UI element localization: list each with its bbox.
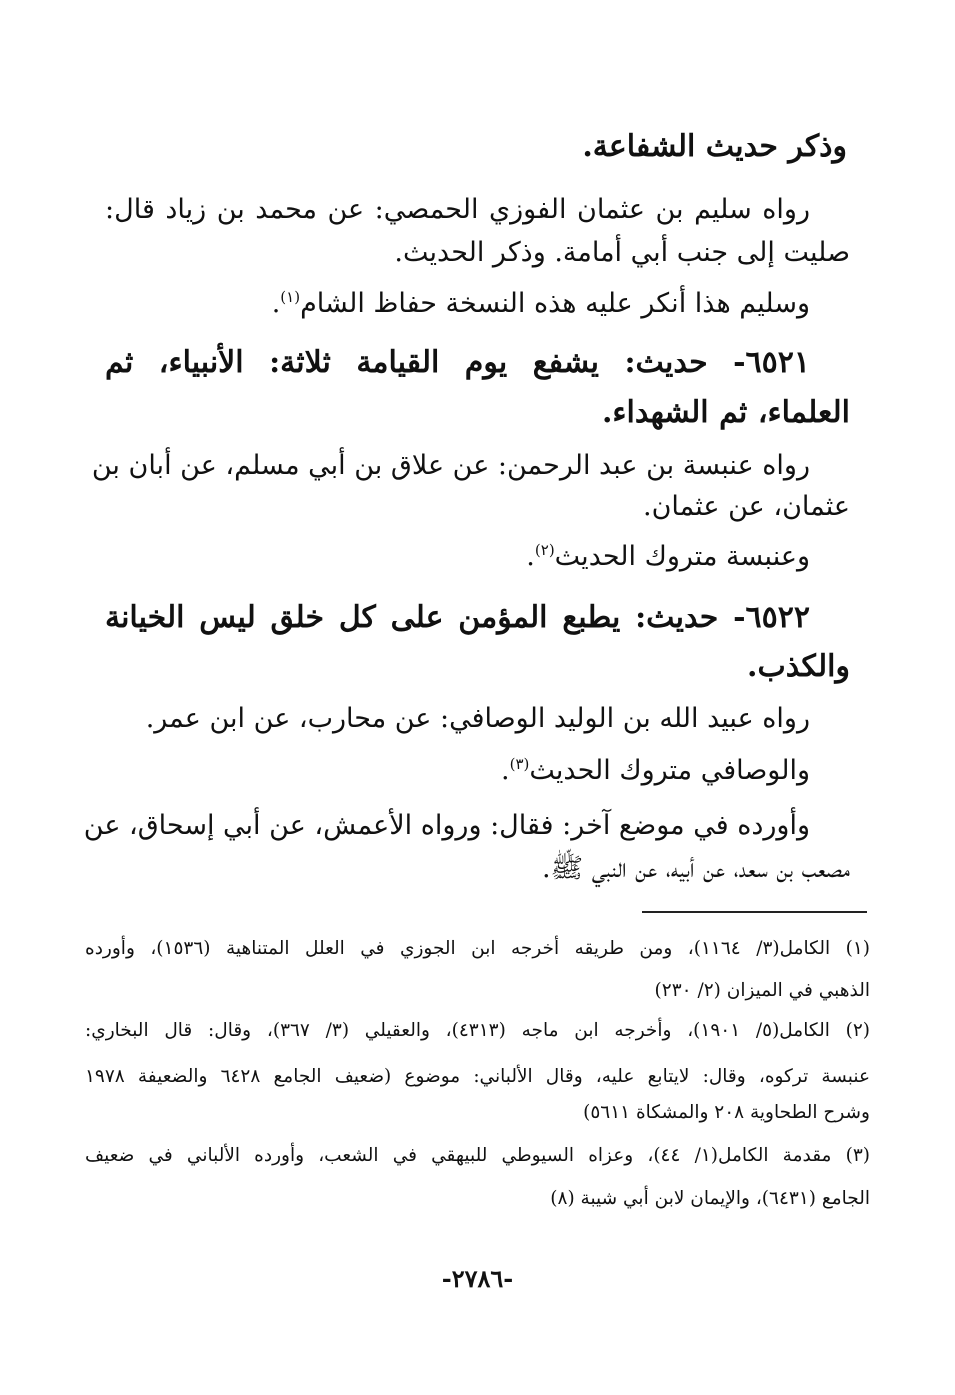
paragraph-line: رواه عبيد الله بن الوليد الوصافي: عن محارب، عن ابن عمر. bbox=[145, 703, 810, 734]
footnote-line: وشرح الطحاوية ٢٠٨ والمشكاة ٥٦١١) bbox=[583, 1102, 870, 1123]
paragraph-line: وسليم هذا أنكر عليه هذه النسخة حفاظ الشام$^{(١)}$. bbox=[271, 288, 810, 319]
footnote-ref[interactable]: (٣) bbox=[509, 755, 530, 773]
footnote-ref[interactable]: (١) bbox=[280, 288, 301, 306]
footnote-line: (٢) الكامل(٥/ ١٩٠١)، وأخرجه ابن ماجه (٤٣١٣)، والعقيلي (٣/ ٣٦٧)، وقال: قال البخاري: bbox=[85, 1020, 870, 1041]
hadith-title-line: ٦٥٢١- حديث: يشفع يوم القيامة ثلاثة: الأنبياء، ثم bbox=[105, 345, 810, 380]
paragraph-line: رواه سليم بن عثمان الفوزي الحمصي: عن محمد بن زياد قال: bbox=[105, 194, 810, 225]
paragraph-line: والوصافي متروك الحديث$^{(٣)}$. bbox=[501, 755, 810, 786]
paragraph-line: وعنبسة متروك الحديث$^{(٢)}$. bbox=[526, 541, 810, 572]
footnote-separator bbox=[642, 911, 867, 913]
paragraph-line: رواه عنبسة بن عبد الرحمن: عن علاق بن أبي مسلم، عن أبان بن bbox=[91, 450, 810, 481]
paragraph-line: صليت إلى جنب أبي أمامة. وذكر الحديث. bbox=[394, 237, 850, 268]
hadith-title-line: والكذب. bbox=[747, 649, 850, 684]
footnote-line: عنبسة تركوه، وقال: لايتابع عليه، وقال الألباني: موضوع (ضعيف الجامع ٦٤٢٨ والضعيفة ١٩٧٨ bbox=[85, 1066, 870, 1087]
paragraph-line: مصعب بن سعد، عن أبيه، عن النبي ﷺ. bbox=[541, 853, 850, 884]
footnote-line: (١) الكامل(٣/ ١١٦٤)، ومن طريقه أخرجه ابن الجوزي في العلل المتناهية (١٥٣٦)، وأورده bbox=[85, 938, 870, 959]
paragraph-line: عثمان، عن عثمان. bbox=[643, 491, 850, 522]
footnote-line: الذهبي في الميزان (٢/ ٢٣٠) bbox=[654, 980, 870, 1001]
page-number: -٢٧٨٦- bbox=[441, 1264, 514, 1293]
hadith-title-line: العلماء، ثم الشهداء. bbox=[601, 395, 850, 430]
hadith-title-line: ٦٥٢٢- حديث: يطبع المؤمن على كل خلق ليس الخيانة bbox=[105, 600, 810, 635]
footnote-line: الجامع (٦٤٣١)، والإيمان لابن أبي شيبة (٨) bbox=[550, 1188, 870, 1209]
section-heading: وذكر حديث الشفاعة. bbox=[582, 129, 847, 164]
footnote-ref[interactable]: (٢) bbox=[534, 541, 555, 559]
paragraph-line: وأورده في موضع آخر: فقال: ورواه الأعمش، عن أبي إسحاق، عن bbox=[83, 810, 810, 841]
footnote-line: (٣) مقدمة الكامل(١/ ٤٤)، وعزاه السيوطي للبيهقي في الشعب، وأورده الألباني في ضعيف bbox=[85, 1145, 870, 1166]
